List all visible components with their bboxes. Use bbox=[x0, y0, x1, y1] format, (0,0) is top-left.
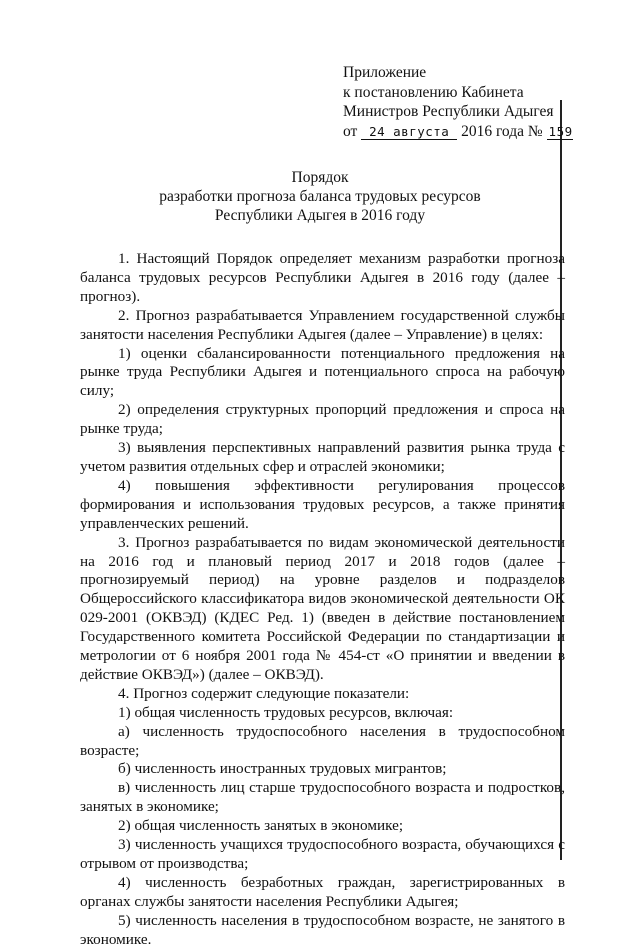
date-day-month bbox=[361, 125, 457, 140]
paragraph: 1) общая численность трудовых ресурсов, включая: bbox=[118, 703, 454, 721]
paragraph: 3. Прогноз разрабатывается по видам экономической деятельности на 2016 год и плановый период 2017 и 2018 годов (далее – прогнозируемый период) на уровне разделов и подразделов Общероссийского классификатора видов экономической деятельности ОК 029-2001 (ОКВЭД) (КДЕС Ред. 1) (введен в действие постановлением Государственного комитета Российской Федерации по стандартизации и метрологии от 6 ноября 2001 года № 454-ст «О принятии и введении в действие ОКВЭД») (далее – ОКВЭД). bbox=[80, 533, 565, 683]
appendix-line-1: Приложение bbox=[343, 64, 427, 81]
date-year: 2016 года № bbox=[461, 122, 543, 140]
paragraph: 4) повышения эффективности регулирования процессов формирования и использования трудовых ресурсов, а также принятия управленческих решений. bbox=[80, 476, 565, 532]
paragraph: 2) общая численность занятых в экономике; bbox=[118, 817, 404, 835]
paragraph: в) численность лиц старше трудоспособного возраста и подростков, занятых в экономике; bbox=[80, 779, 565, 816]
title-line-1: Порядок bbox=[291, 169, 349, 186]
title-line-2: разработки прогноза баланса трудовых ресурсов bbox=[159, 188, 481, 205]
date-day: 24 bbox=[369, 123, 386, 139]
paragraph: 3) выявления перспективных направлений развития рынка труда с учетом развития отдельных сфер и отраслей экономики; bbox=[80, 439, 565, 475]
paragraph: 1. Настоящий Порядок определяет механизм разработки прогноза баланса трудовых ресурсов Республики Адыгея в 2016 году (далее – прогноз). bbox=[80, 250, 565, 305]
document-title bbox=[0, 168, 640, 225]
appendix-header bbox=[343, 63, 573, 141]
paragraph: 2. Прогноз разрабатывается Управлением государственной службы занятости населения Республики Адыгея (далее – Управление) в целях: bbox=[80, 306, 565, 343]
paragraph: 4. Прогноз содержит следующие показатели: bbox=[118, 684, 410, 702]
paragraph: 2) определения структурных пропорций предложения и спроса на рынке труда; bbox=[80, 401, 565, 438]
paragraph: 4) численность безработных граждан, зарегистрированных в органах службы занятости населения Республики Адыгея; bbox=[80, 873, 565, 910]
title-line-3: Республики Адыгея в 2016 году bbox=[214, 207, 426, 224]
document-body bbox=[80, 250, 565, 950]
paragraph: б) численность иностранных трудовых мигрантов; bbox=[118, 760, 447, 778]
appendix-line-2: к постановлению Кабинета bbox=[343, 83, 524, 101]
paragraph: 1) оценки сбалансированности потенциального предложения на рынке труда Республики Адыгея и потенциального спроса на рабочую силу; bbox=[80, 344, 565, 400]
paragraph: 3) численность учащихся трудоспособного возраста, обучающихся с отрывом от производства; bbox=[80, 836, 565, 872]
appendix-line-3: Министров Республики Адыгея bbox=[343, 103, 554, 120]
paragraph: а) численность трудоспособного населения в трудоспособном возрасте; bbox=[80, 722, 565, 759]
appendix-date-line bbox=[343, 122, 573, 142]
paragraph: 5) численность населения в трудоспособном возрасте, не занятого в экономике. bbox=[80, 911, 565, 948]
date-prefix: от bbox=[343, 122, 358, 140]
date-month: августа bbox=[393, 123, 450, 139]
date-number: 159 bbox=[548, 123, 573, 139]
